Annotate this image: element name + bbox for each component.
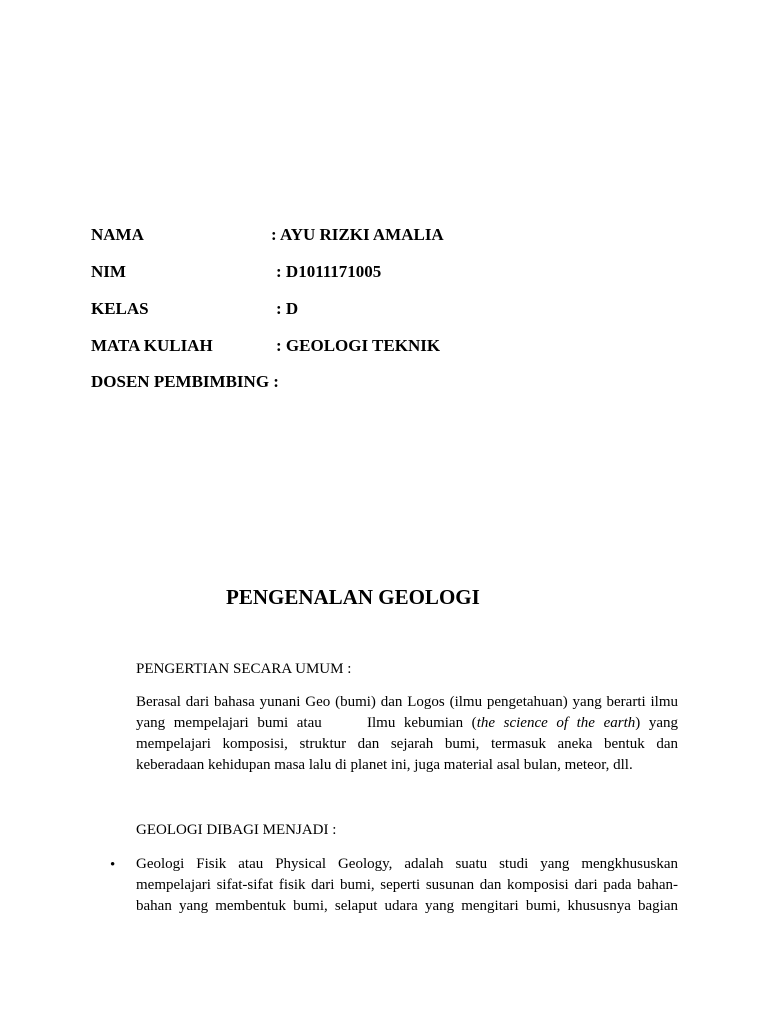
bullet-line: Geologi Fisik atau Physical Geology, adalah suatu studi yang mengkhususkan bbox=[136, 856, 678, 872]
paragraph-text: ) yang bbox=[635, 715, 678, 731]
info-value-kelas: : D bbox=[276, 299, 299, 318]
paragraph-line: mempelajari komposisi, struktur dan sejarah bumi, termasuk aneka bentuk dan bbox=[136, 736, 678, 752]
info-label-dosen: DOSEN PEMBIMBING : bbox=[91, 372, 279, 391]
bullet-item-geologi-fisik bbox=[136, 854, 678, 917]
paragraph-text: yang mempelajari bumi atau bbox=[136, 715, 322, 731]
document-title: PENGENALAN GEOLOGI bbox=[226, 585, 480, 609]
paragraph-text: Ilmu kebumian ( bbox=[366, 715, 477, 731]
info-value-nama: : AYU RIZKI AMALIA bbox=[271, 225, 444, 244]
bullet-line: bahan yang membentuk bumi, selaput udara yang mengitari bumi, khususnya bagian bbox=[136, 898, 678, 914]
paragraph-pengertian bbox=[136, 692, 678, 776]
section-heading-pengertian: PENGERTIAN SECARA UMUM : bbox=[136, 661, 352, 677]
paragraph-italic-text: the science of the earth bbox=[476, 715, 636, 731]
info-label-kelas: KELAS bbox=[91, 299, 149, 318]
bullet-line: mempelajari sifat-sifat fisik dari bumi, seperti susunan dan komposisi dari pada bahan- bbox=[136, 877, 678, 893]
info-value-nim: : D1011171005 bbox=[276, 262, 382, 281]
bullet-icon: • bbox=[110, 857, 116, 873]
info-label-mata-kuliah: MATA KULIAH bbox=[91, 336, 213, 355]
paragraph-line: Berasal dari bahasa yunani Geo (bumi) dan Logos (ilmu pengetahuan) yang berarti ilmu bbox=[136, 694, 678, 710]
info-label-nama: NAMA bbox=[91, 225, 144, 244]
info-label-nim: NIM bbox=[91, 262, 126, 281]
paragraph-line: keberadaan kehidupan masa lalu di planet ini, juga material asal bulan, meteor, dll. bbox=[136, 757, 633, 773]
info-value-mata-kuliah: : GEOLOGI TEKNIK bbox=[276, 336, 441, 355]
paragraph-line bbox=[136, 713, 678, 734]
section-heading-pembagian: GEOLOGI DIBAGI MENJADI : bbox=[136, 822, 337, 838]
